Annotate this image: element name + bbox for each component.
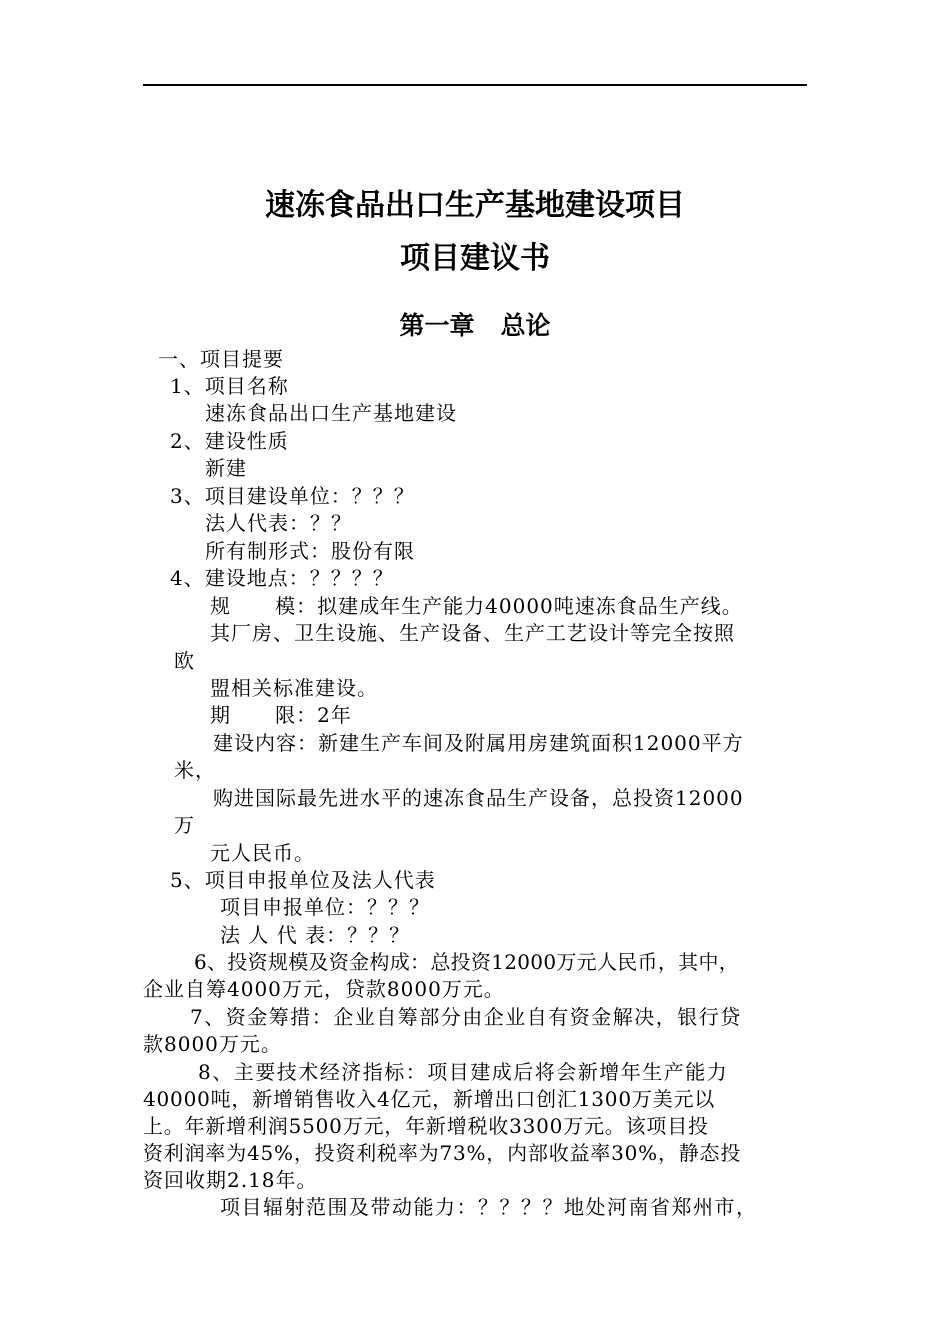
- body-line: 速冻食品出口生产基地建设: [205, 401, 457, 425]
- paragraph-line: 7、资金筹措：企业自筹部分由企业自有资金解决，银行贷: [190, 1005, 742, 1029]
- item-heading: 5、项目申报单位及法人代表: [170, 868, 436, 892]
- body-line: 项目申报单位：？？？: [220, 895, 430, 919]
- body-line: 元人民币。: [210, 841, 315, 865]
- body-line: 建设内容：新建生产车间及附属用房建筑面积12000平方: [213, 731, 744, 755]
- paragraph-line: 款8000万元。: [143, 1032, 282, 1056]
- body-line: 购进国际最先进水平的速冻食品生产设备，总投资12000: [213, 786, 744, 810]
- paragraph-line: 资回收期2.18年。: [143, 1168, 318, 1192]
- body-line: 盟相关标准建设。: [210, 676, 378, 700]
- paragraph-line: 资利润率为45%，投资利税率为73%，内部收益率30%，静态投: [143, 1141, 742, 1165]
- item-heading: 1、项目名称: [170, 374, 289, 398]
- paragraph-line: 项目辐射范围及带动能力：？？？？地处河南省郑州市，: [220, 1195, 758, 1219]
- body-line: 其厂房、卫生设施、生产设备、生产工艺设计等完全按照: [210, 621, 735, 645]
- body-line: 欧: [174, 649, 195, 673]
- body-line: 法 人 代 表：？？？: [220, 923, 411, 947]
- body-line: 法人代表：？？: [205, 511, 352, 535]
- item-heading: 3、项目建设单位：？？？: [170, 484, 415, 508]
- chapter-heading: 第一章 总论: [399, 311, 551, 340]
- header-rule: [143, 84, 807, 86]
- section-heading: 一、项目提要: [158, 347, 284, 371]
- paragraph-line: 企业自筹4000万元，贷款8000万元。: [143, 977, 505, 1001]
- body-line: 米，: [174, 758, 216, 782]
- body-line: 万: [174, 813, 195, 837]
- document-title: 速冻食品出口生产基地建设项目: [265, 188, 685, 223]
- paragraph-line: 40000吨，新增销售收入4亿元，新增出口创汇1300万美元以: [143, 1087, 716, 1111]
- body-line: 期 限：2年: [210, 703, 352, 727]
- body-line: 新建: [205, 456, 247, 480]
- item-heading: 4、建设地点：？？？？: [170, 566, 394, 590]
- body-line: 规 模：拟建成年生产能力40000吨速冻食品生产线。: [210, 594, 743, 618]
- paragraph-line: 6、投资规模及资金构成：总投资12000万元人民币，其中，: [194, 950, 740, 974]
- paragraph-line: 8、主要技术经济指标：项目建成后将会新增年生产能力: [198, 1060, 729, 1084]
- document-subtitle: 项目建议书: [400, 241, 550, 276]
- paragraph-line: 上。年新增利润5500万元，年新增税收3300万元。该项目投: [143, 1114, 709, 1138]
- item-heading: 2、建设性质: [170, 429, 289, 453]
- body-line: 所有制形式：股份有限: [205, 539, 415, 563]
